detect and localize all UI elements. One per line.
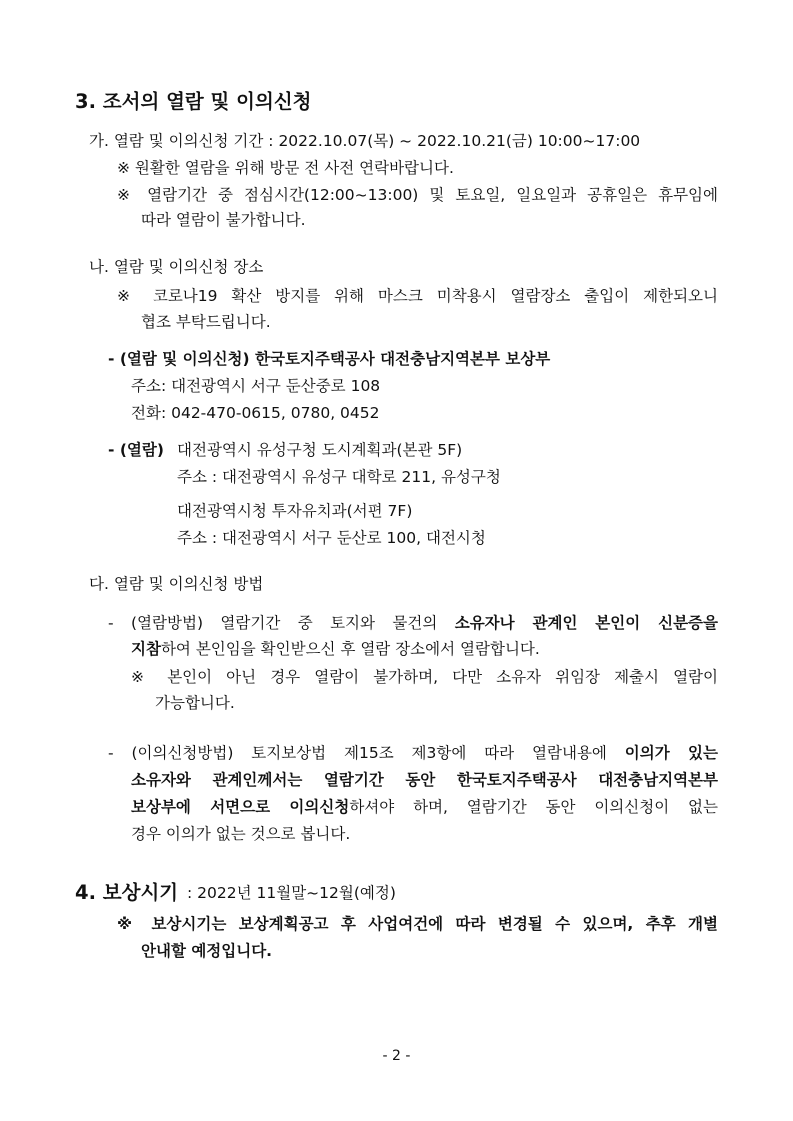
method2-line3-emphasis: 보상부에 서면으로 이의신청 <box>131 798 350 816</box>
place2-address2: 주소 : 대전광역시 서구 둔산로 100, 대전시청 <box>177 529 486 547</box>
visit-notice: ※ 원활한 열람을 위해 방문 전 사전 연락바랍니다. <box>117 159 454 177</box>
section-3-title: 3. 조서의 열람 및 이의신청 <box>75 90 312 113</box>
place1-phone: 전화: 042-470-0615, 0780, 0452 <box>131 404 380 422</box>
method2-line3-text: 하셔야 하며, 열람기간 동안 이의신청이 없는 <box>349 798 718 816</box>
method2-line2: 소유자와 관계인께서는 열람기간 동안 한국토지주택공사 대전충남지역본부 <box>131 771 718 789</box>
method2-line1 <box>108 741 718 763</box>
method1-line2-text: 하여 본인임을 확인받으신 후 열람 장소에서 열람합니다. <box>160 640 540 658</box>
method1-note-line2: 가능합니다. <box>155 694 235 712</box>
place2-name1: 대전광역시 유성구청 도시계획과(본관 5F) <box>177 441 463 459</box>
holiday-notice-line1: ※ 열람기간 중 점심시간(12:00~13:00) 및 토요일, 일요일과 공휴일은 휴무임에 <box>117 186 718 204</box>
mask-notice-line1: ※ 코로나19 확산 방지를 위해 마스크 미착용시 열람장소 출입이 제한되오니 <box>117 287 718 305</box>
holiday-notice-line2: 따라 열람이 불가합니다. <box>141 211 306 229</box>
place2-name2: 대전광역시청 투자유치과(서편 7F) <box>177 502 413 520</box>
method1-line2 <box>131 637 540 659</box>
method-heading: 다. 열람 및 이의신청 방법 <box>89 575 264 593</box>
method1-line2-emphasis: 지참 <box>131 640 161 658</box>
section-4-title: 4. 보상시기 <box>75 881 179 904</box>
page-number: - 2 - <box>382 1048 411 1064</box>
viewing-place-heading: 나. 열람 및 이의신청 장소 <box>89 258 264 276</box>
method1-line1 <box>108 611 718 633</box>
method2-line1-text: - (이의신청방법) 토지보상법 제15조 제3항에 따라 열람내용에 <box>108 744 625 762</box>
mask-notice-line2: 협조 부탁드립니다. <box>141 313 271 331</box>
method2-line3 <box>131 795 718 817</box>
place1-title: - (열람 및 이의신청) 한국토지주택공사 대전충남지역본부 보상부 <box>108 350 551 368</box>
compensation-period: : 2022년 11월말~12월(예정) <box>187 884 396 902</box>
method2-line4: 경우 이의가 없는 것으로 봅니다. <box>131 825 351 843</box>
compensation-notice-line1: ※ 보상시기는 보상계획공고 후 사업여건에 따라 변경될 수 있으며, 추후 개별 <box>117 915 718 933</box>
place2-address1: 주소 : 대전광역시 유성구 대학로 211, 유성구청 <box>177 468 501 486</box>
method1-line1-text: - (열람방법) 열람기간 중 토지와 물건의 <box>108 614 455 632</box>
viewing-period-heading: 가. 열람 및 이의신청 기간 : 2022.10.07(목) ~ 2022.10.21(금) 10:00~17:00 <box>89 132 641 150</box>
place1-address: 주소: 대전광역시 서구 둔산중로 108 <box>131 377 381 395</box>
method1-line1-emphasis: 소유자나 관계인 본인이 신분증을 <box>454 614 718 632</box>
place2-prefix: - (열람) <box>108 441 164 459</box>
compensation-notice-line2: 안내할 예정입니다. <box>141 942 273 960</box>
method1-note-line1: ※ 본인이 아닌 경우 열람이 불가하며, 다만 소유자 위임장 제출시 열람이 <box>131 668 718 686</box>
method2-line1-emphasis: 이의가 있는 <box>624 744 718 762</box>
